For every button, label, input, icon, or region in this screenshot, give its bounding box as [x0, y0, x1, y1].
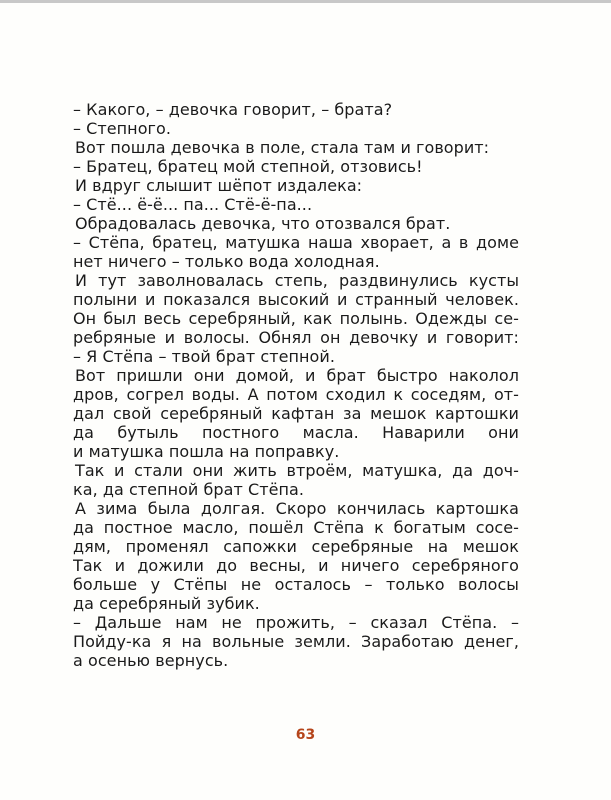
- text-line: – Стё... ё-ё... па... Стё-ё-па...: [73, 195, 313, 214]
- text-line: – Братец, братец мой степной, отзовись!: [73, 157, 423, 176]
- text-line: и матушка пошла на поправку.: [73, 442, 340, 461]
- text-line: полыни и показался высокий и странный человек.: [73, 290, 519, 309]
- text-line: ребряные и волосы. Обнял он девочку и говорит:: [73, 328, 519, 347]
- story-text: [73, 100, 519, 670]
- text-line: – Какого, – девочка говорит, – брата?: [73, 100, 393, 119]
- text-line: А зима была долгая. Скоро кончилась картошка: [75, 499, 519, 518]
- text-line: дал свой серебряный кафтан за мешок картошки: [73, 404, 519, 423]
- text-line: Так и стали они жить втроём, матушка, да доч-: [75, 461, 519, 480]
- text-line: нет ничего – только вода холодная.: [73, 252, 380, 271]
- top-border: [0, 0, 611, 3]
- text-line: Пойду-ка я на вольные земли. Заработаю денег,: [73, 632, 519, 651]
- text-line: да бутыль постного масла. Наварили они: [73, 423, 519, 442]
- text-line: – Степного.: [73, 119, 171, 138]
- page-number: 63: [295, 727, 316, 743]
- text-line: – Дальше нам не прожить, – сказал Стёпа. –: [73, 613, 519, 632]
- text-line: дров, согрел воды. А потом сходил к соседям, от-: [73, 385, 519, 404]
- text-line: дям, променял сапожки серебряные на мешок: [73, 537, 519, 556]
- text-line: Он был весь серебряный, как полынь. Одежды се-: [73, 309, 519, 328]
- text-line: И тут заволновалась степь, раздвинулись кусты: [75, 271, 519, 290]
- text-line: ка, да степной брат Стёпа.: [73, 480, 304, 499]
- text-line: а осенью вернусь.: [73, 651, 229, 670]
- text-line: больше у Стёпы не осталось – только волосы: [73, 575, 519, 594]
- text-line: да серебряный зубик.: [73, 594, 260, 613]
- text-line: Так и дожили до весны, и ничего серебряного: [73, 556, 519, 575]
- text-line: Вот пошла девочка в поле, стала там и говорит:: [75, 138, 490, 157]
- text-line: Обрадовалась девочка, что отозвался брат.: [75, 214, 451, 233]
- text-line: И вдруг слышит шёпот издалека:: [75, 176, 363, 195]
- text-line: да постное масло, пошёл Стёпа к богатым сосе-: [73, 518, 519, 537]
- text-line: – Стёпа, братец, матушка наша хворает, а в доме: [73, 233, 519, 252]
- text-line: – Я Стёпа – твой брат степной.: [73, 347, 335, 366]
- text-line: Вот пришли они домой, и брат быстро наколол: [75, 366, 519, 385]
